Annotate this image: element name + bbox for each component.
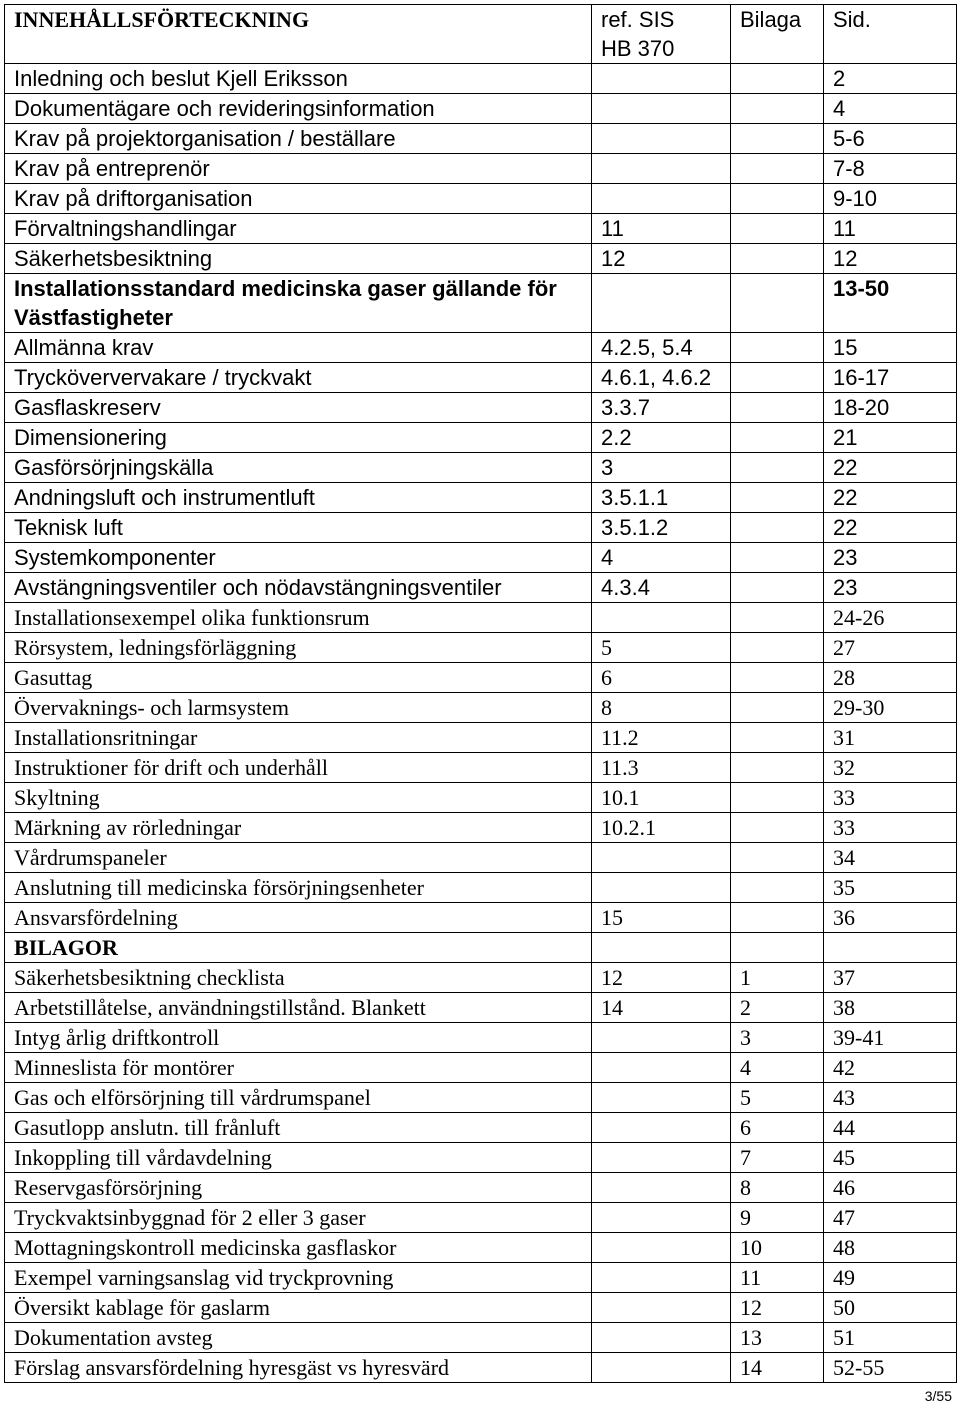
toc-entry-ref <box>592 843 731 873</box>
toc-row <box>5 723 957 753</box>
toc-entry-ref: 4.3.4 <box>592 573 731 603</box>
toc-entry-ref: 2.2 <box>592 423 731 453</box>
toc-entry-ref: 6 <box>592 663 731 693</box>
toc-row <box>5 843 957 873</box>
toc-entry-page: 35 <box>824 873 957 903</box>
toc-entry-bilaga: 12 <box>731 1293 824 1323</box>
toc-entry-page: 32 <box>824 753 957 783</box>
toc-entry-page: 22 <box>824 453 957 483</box>
toc-entry-bilaga: 7 <box>731 1143 824 1173</box>
toc-entry-title: Installationsexempel olika funktionsrum <box>5 603 592 633</box>
toc-row <box>5 993 957 1023</box>
toc-entry-title: Rörsystem, ledningsförläggning <box>5 633 592 663</box>
toc-entry-title: Vårdrumspaneler <box>5 843 592 873</box>
toc-entry-bilaga <box>731 903 824 933</box>
toc-entry-bilaga: 13 <box>731 1323 824 1353</box>
toc-entry-bilaga: 4 <box>731 1053 824 1083</box>
toc-entry-bilaga: 11 <box>731 1263 824 1293</box>
toc-entry-title: Exempel varningsanslag vid tryckprovning <box>5 1263 592 1293</box>
toc-entry-bilaga <box>731 124 824 154</box>
toc-entry-page: 23 <box>824 573 957 603</box>
toc-entry-bilaga <box>731 64 824 94</box>
toc-entry-bilaga: 3 <box>731 1023 824 1053</box>
toc-row <box>5 393 957 423</box>
toc-entry-page <box>824 933 957 963</box>
toc-entry-title: Säkerhetsbesiktning <box>5 244 592 274</box>
toc-entry-ref: 11.3 <box>592 753 731 783</box>
toc-row <box>5 603 957 633</box>
toc-entry-ref: 11.2 <box>592 723 731 753</box>
toc-row <box>5 64 957 94</box>
toc-entry-page: 12 <box>824 244 957 274</box>
toc-entry-bilaga <box>731 94 824 124</box>
sid-header: Sid. <box>824 5 957 64</box>
toc-row <box>5 693 957 723</box>
ref-sis-header-line2: HB 370 <box>601 36 675 61</box>
toc-row <box>5 1053 957 1083</box>
toc-entry-title: Teknisk luft <box>5 513 592 543</box>
toc-row <box>5 1113 957 1143</box>
toc-entry-page: 36 <box>824 903 957 933</box>
toc-body <box>5 5 957 1383</box>
toc-entry-bilaga <box>731 693 824 723</box>
toc-row <box>5 933 957 963</box>
toc-entry-page: 13-50 <box>824 274 957 333</box>
toc-row <box>5 543 957 573</box>
toc-entry-ref <box>592 1083 731 1113</box>
toc-entry-bilaga <box>731 453 824 483</box>
toc-entry-ref: 10.2.1 <box>592 813 731 843</box>
toc-entry-page: 44 <box>824 1113 957 1143</box>
toc-entry-title: Instruktioner för drift och underhåll <box>5 753 592 783</box>
toc-entry-ref: 12 <box>592 244 731 274</box>
toc-entry-page: 11 <box>824 214 957 244</box>
toc-entry-page: 34 <box>824 843 957 873</box>
toc-entry-title: Krav på entreprenör <box>5 154 592 184</box>
toc-entry-page: 45 <box>824 1143 957 1173</box>
toc-entry-ref <box>592 1203 731 1233</box>
toc-row <box>5 1353 957 1383</box>
toc-entry-bilaga <box>731 603 824 633</box>
toc-entry-bilaga <box>731 573 824 603</box>
toc-entry-ref <box>592 1233 731 1263</box>
toc-entry-page: 29-30 <box>824 693 957 723</box>
toc-entry-ref <box>592 94 731 124</box>
toc-entry-bilaga: 1 <box>731 963 824 993</box>
toc-entry-ref <box>592 1263 731 1293</box>
toc-row <box>5 783 957 813</box>
toc-entry-title: Anslutning till medicinska försörjningsenheter <box>5 873 592 903</box>
toc-entry-ref <box>592 1173 731 1203</box>
toc-entry-ref: 3.5.1.1 <box>592 483 731 513</box>
toc-row <box>5 124 957 154</box>
toc-entry-ref: 4 <box>592 543 731 573</box>
toc-entry-title: Förvaltningshandlingar <box>5 214 592 244</box>
toc-entry-ref: 14 <box>592 993 731 1023</box>
toc-entry-page: 7-8 <box>824 154 957 184</box>
toc-row <box>5 184 957 214</box>
toc-entry-bilaga <box>731 154 824 184</box>
toc-entry-title: Gasflaskreserv <box>5 393 592 423</box>
toc-entry-ref <box>592 274 731 333</box>
toc-entry-title: Dokumentägare och revideringsinformation <box>5 94 592 124</box>
toc-entry-bilaga <box>731 393 824 423</box>
toc-entry-title: Installationsritningar <box>5 723 592 753</box>
toc-entry-ref: 3.5.1.2 <box>592 513 731 543</box>
toc-entry-title: Dimensionering <box>5 423 592 453</box>
toc-entry-bilaga <box>731 244 824 274</box>
toc-entry-bilaga <box>731 184 824 214</box>
toc-row <box>5 1173 957 1203</box>
toc-row <box>5 1293 957 1323</box>
toc-row <box>5 873 957 903</box>
toc-row <box>5 483 957 513</box>
toc-entry-bilaga <box>731 843 824 873</box>
toc-row <box>5 1263 957 1293</box>
page-number: 3/55 <box>924 1388 952 1404</box>
toc-row <box>5 453 957 483</box>
toc-entry-page: 15 <box>824 333 957 363</box>
toc-entry-bilaga: 5 <box>731 1083 824 1113</box>
toc-entry-bilaga <box>731 363 824 393</box>
toc-entry-title: Krav på projektorganisation / beställare <box>5 124 592 154</box>
toc-row <box>5 333 957 363</box>
toc-entry-page: 49 <box>824 1263 957 1293</box>
toc-entry-bilaga <box>731 483 824 513</box>
toc-row <box>5 274 957 333</box>
toc-table <box>4 4 957 1383</box>
toc-entry-title: Gasförsörjningskälla <box>5 453 592 483</box>
toc-row <box>5 903 957 933</box>
toc-row <box>5 363 957 393</box>
toc-entry-ref <box>592 1023 731 1053</box>
toc-entry-bilaga: 9 <box>731 1203 824 1233</box>
toc-entry-title: Ansvarsfördelning <box>5 903 592 933</box>
toc-row <box>5 813 957 843</box>
toc-entry-bilaga <box>731 214 824 244</box>
toc-title: INNEHÅLLSFÖRTECKNING <box>5 5 592 64</box>
toc-entry-ref <box>592 124 731 154</box>
toc-entry-ref: 8 <box>592 693 731 723</box>
toc-entry-bilaga: 6 <box>731 1113 824 1143</box>
toc-entry-page: 18-20 <box>824 393 957 423</box>
toc-entry-page: 22 <box>824 513 957 543</box>
toc-row <box>5 633 957 663</box>
ref-sis-header-line1: ref. SIS <box>601 7 675 32</box>
toc-entry-page: 37 <box>824 963 957 993</box>
toc-entry-bilaga <box>731 753 824 783</box>
toc-entry-page: 9-10 <box>824 184 957 214</box>
toc-entry-ref <box>592 184 731 214</box>
toc-entry-title: Inkoppling till vårdavdelning <box>5 1143 592 1173</box>
toc-entry-title: Allmänna krav <box>5 333 592 363</box>
toc-entry-bilaga: 8 <box>731 1173 824 1203</box>
toc-row <box>5 423 957 453</box>
toc-row <box>5 663 957 693</box>
toc-entry-bilaga <box>731 813 824 843</box>
toc-entry-page: 33 <box>824 783 957 813</box>
toc-entry-bilaga <box>731 783 824 813</box>
toc-row <box>5 94 957 124</box>
toc-entry-bilaga <box>731 663 824 693</box>
toc-entry-page: 46 <box>824 1173 957 1203</box>
toc-row <box>5 1203 957 1233</box>
toc-entry-page: 39-41 <box>824 1023 957 1053</box>
toc-entry-title: Gasuttag <box>5 663 592 693</box>
toc-entry-title: Installationsstandard medicinska gaser gällande för Västfastigheter <box>5 274 592 333</box>
toc-entry-ref: 15 <box>592 903 731 933</box>
toc-entry-ref <box>592 1353 731 1383</box>
toc-row <box>5 1143 957 1173</box>
toc-entry-title: Inledning och beslut Kjell Eriksson <box>5 64 592 94</box>
toc-entry-ref <box>592 603 731 633</box>
toc-entry-title: Mottagningskontroll medicinska gasflaskor <box>5 1233 592 1263</box>
toc-entry-page: 24-26 <box>824 603 957 633</box>
toc-entry-ref: 4.6.1, 4.6.2 <box>592 363 731 393</box>
toc-entry-title: Intyg årlig driftkontroll <box>5 1023 592 1053</box>
toc-entry-title: Reservgasförsörjning <box>5 1173 592 1203</box>
toc-row <box>5 244 957 274</box>
toc-entry-bilaga: 14 <box>731 1353 824 1383</box>
toc-entry-bilaga <box>731 543 824 573</box>
toc-entry-ref: 3 <box>592 453 731 483</box>
toc-entry-ref <box>592 1113 731 1143</box>
toc-entry-title: Gas och elförsörjning till vårdrumspanel <box>5 1083 592 1113</box>
toc-row <box>5 154 957 184</box>
ref-sis-header <box>592 5 731 64</box>
toc-entry-ref <box>592 1143 731 1173</box>
toc-entry-title: Dokumentation avsteg <box>5 1323 592 1353</box>
toc-entry-title: Avstängningsventiler och nödavstängningsventiler <box>5 573 592 603</box>
toc-entry-page: 50 <box>824 1293 957 1323</box>
toc-entry-title: Minneslista för montörer <box>5 1053 592 1083</box>
toc-entry-ref: 3.3.7 <box>592 393 731 423</box>
toc-entry-title: Gasutlopp anslutn. till frånluft <box>5 1113 592 1143</box>
toc-entry-title: Arbetstillåtelse, användningstillstånd. Blankett <box>5 993 592 1023</box>
toc-entry-page: 48 <box>824 1233 957 1263</box>
toc-entry-page: 42 <box>824 1053 957 1083</box>
toc-entry-page: 28 <box>824 663 957 693</box>
toc-row <box>5 1323 957 1353</box>
toc-entry-title: Krav på driftorganisation <box>5 184 592 214</box>
toc-entry-ref: 11 <box>592 214 731 244</box>
toc-row <box>5 513 957 543</box>
toc-entry-bilaga <box>731 513 824 543</box>
toc-header-row <box>5 5 957 64</box>
toc-entry-page: 16-17 <box>824 363 957 393</box>
toc-entry-page: 2 <box>824 64 957 94</box>
toc-entry-title: Säkerhetsbesiktning checklista <box>5 963 592 993</box>
toc-entry-page: 21 <box>824 423 957 453</box>
toc-entry-page: 27 <box>824 633 957 663</box>
toc-entry-title: Systemkomponenter <box>5 543 592 573</box>
toc-entry-page: 31 <box>824 723 957 753</box>
toc-entry-bilaga <box>731 873 824 903</box>
bilaga-header: Bilaga <box>731 5 824 64</box>
toc-entry-page: 52-55 <box>824 1353 957 1383</box>
toc-entry-title: Översikt kablage för gaslarm <box>5 1293 592 1323</box>
toc-entry-page: 43 <box>824 1083 957 1113</box>
toc-row <box>5 1233 957 1263</box>
toc-entry-ref <box>592 64 731 94</box>
toc-entry-bilaga <box>731 333 824 363</box>
toc-row <box>5 963 957 993</box>
toc-entry-bilaga: 2 <box>731 993 824 1023</box>
toc-entry-ref <box>592 1323 731 1353</box>
toc-entry-bilaga: 10 <box>731 1233 824 1263</box>
toc-entry-ref: 4.2.5, 5.4 <box>592 333 731 363</box>
toc-row <box>5 214 957 244</box>
toc-entry-ref <box>592 1293 731 1323</box>
toc-entry-ref <box>592 154 731 184</box>
toc-row <box>5 1083 957 1113</box>
toc-entry-bilaga <box>731 723 824 753</box>
toc-entry-ref <box>592 873 731 903</box>
toc-row <box>5 753 957 783</box>
toc-entry-title: Andningsluft och instrumentluft <box>5 483 592 513</box>
toc-entry-page: 23 <box>824 543 957 573</box>
toc-entry-page: 47 <box>824 1203 957 1233</box>
toc-entry-ref: 12 <box>592 963 731 993</box>
toc-entry-ref <box>592 933 731 963</box>
toc-entry-page: 33 <box>824 813 957 843</box>
toc-entry-page: 5-6 <box>824 124 957 154</box>
toc-entry-bilaga <box>731 933 824 963</box>
toc-entry-page: 22 <box>824 483 957 513</box>
toc-entry-ref: 10.1 <box>592 783 731 813</box>
toc-row <box>5 573 957 603</box>
toc-entry-bilaga <box>731 423 824 453</box>
toc-entry-title: Märkning av rörledningar <box>5 813 592 843</box>
toc-entry-page: 51 <box>824 1323 957 1353</box>
toc-entry-bilaga <box>731 274 824 333</box>
toc-entry-ref <box>592 1053 731 1083</box>
toc-entry-page: 38 <box>824 993 957 1023</box>
toc-entry-title: Tryckvaktsinbyggnad för 2 eller 3 gaser <box>5 1203 592 1233</box>
toc-entry-page: 4 <box>824 94 957 124</box>
toc-row <box>5 1023 957 1053</box>
toc-entry-title: Skyltning <box>5 783 592 813</box>
toc-entry-title: Övervaknings- och larmsystem <box>5 693 592 723</box>
toc-entry-title: Trycköververvakare / tryckvakt <box>5 363 592 393</box>
toc-entry-title: Förslag ansvarsfördelning hyresgäst vs hyresvärd <box>5 1353 592 1383</box>
toc-entry-bilaga <box>731 633 824 663</box>
toc-entry-ref: 5 <box>592 633 731 663</box>
toc-entry-title: BILAGOR <box>5 933 592 963</box>
